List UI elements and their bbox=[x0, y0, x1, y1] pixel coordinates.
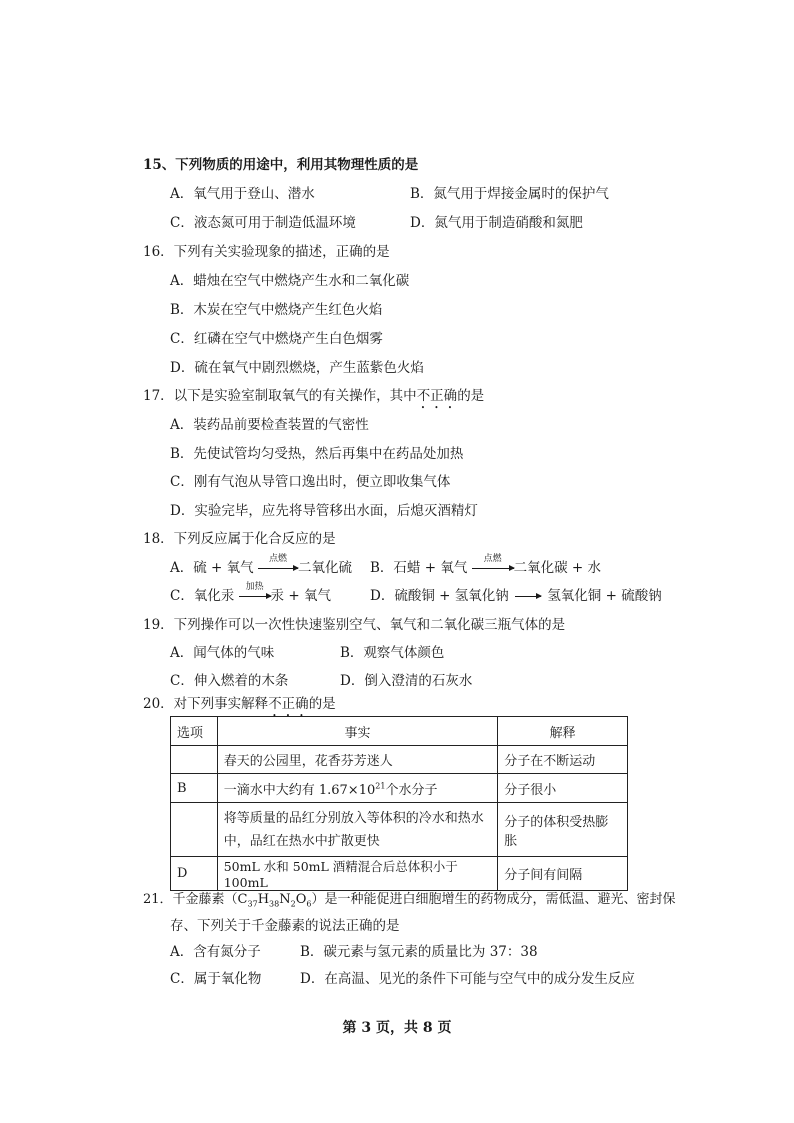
q18-c-reactants: C．氧化汞 bbox=[170, 588, 235, 604]
q18-b-condition: 点燃 bbox=[483, 554, 502, 564]
q15-option-a: A．氧气用于登山、潜水 bbox=[170, 186, 315, 202]
q19-option-b: B．观察气体颜色 bbox=[340, 645, 445, 661]
table-row bbox=[171, 857, 628, 891]
row-option bbox=[171, 746, 218, 774]
reaction-arrow-icon bbox=[472, 568, 514, 569]
q18-a-products: 二氧化硫 bbox=[297, 560, 352, 576]
page-footer: 第 3 页，共 8 页 bbox=[342, 1020, 452, 1036]
row-fact-pre: 一滴水中大约有 1.67×10 bbox=[223, 782, 376, 798]
q17-stem bbox=[143, 384, 484, 412]
q18-option-c bbox=[170, 584, 331, 604]
q18-c-arrow bbox=[239, 582, 271, 604]
q21-sub-o: 6 bbox=[306, 899, 312, 909]
q15-option-b: B．氮气用于焊接金属时的保护气 bbox=[410, 186, 609, 202]
q16-option-d: D．硫在氧气中剧烈燃烧，产生蓝紫色火焰 bbox=[170, 360, 424, 376]
q20-stem-pre: 20．对下列事实解释 bbox=[143, 696, 269, 712]
header-fact: 事实 bbox=[217, 717, 498, 746]
q21-stem-a: 21．千金藤素（C bbox=[143, 892, 248, 907]
q19-stem: 19．下列操作可以一次性快速鉴别空气、氧气和二氧化碳三瓶气体的是 bbox=[143, 617, 566, 633]
q18-d-products: 氢氧化铜 + 硫酸钠 bbox=[547, 588, 662, 604]
q21-stem-d: O bbox=[295, 892, 307, 907]
q17-stem-post: 的是 bbox=[457, 388, 485, 404]
q20-table bbox=[170, 716, 628, 891]
row-explanation: 分子很小 bbox=[498, 774, 628, 803]
q15-option-d: D．氮气用于制造硝酸和氮肥 bbox=[410, 215, 583, 231]
row-explanation: 分子在不断运动 bbox=[498, 746, 628, 774]
q17-option-d: D．实验完毕，应先将导管移出水面，后熄灭酒精灯 bbox=[170, 503, 478, 519]
q18-a-condition: 点燃 bbox=[268, 554, 287, 564]
q21-sub-h: 38 bbox=[269, 899, 280, 909]
q21-option-c: C．属于氧化物 bbox=[170, 971, 262, 987]
q18-b-arrow bbox=[472, 554, 514, 576]
row-fact: 50mL 水和 50mL 酒精混合后总体积小于 100mL bbox=[217, 857, 498, 891]
q17-stem-emphasis: 不正确 bbox=[416, 388, 458, 404]
reaction-arrow-icon bbox=[515, 596, 541, 597]
header-explanation: 解释 bbox=[498, 717, 628, 746]
q16-option-c: C．红磷在空气中燃烧产生白色烟雾 bbox=[170, 331, 383, 347]
q19-option-d: D．倒入澄清的石灰水 bbox=[340, 673, 473, 689]
row-fact-post: 个水分子 bbox=[385, 782, 438, 798]
q17-option-a: A．装药品前要检查装置的气密性 bbox=[170, 417, 369, 433]
q21-option-b: B．碳元素与氢元素的质量比为 37：38 bbox=[300, 944, 538, 960]
row-explanation: 分子间有间隔 bbox=[498, 857, 628, 891]
q17-stem-pre: 17．以下是实验室制取氧气的有关操作，其中 bbox=[143, 388, 417, 404]
reaction-arrow-icon bbox=[239, 596, 271, 597]
table-header-row bbox=[171, 717, 628, 746]
q21-option-d: D．在高温、见光的条件下可能与空气中的成分发生反应 bbox=[300, 971, 635, 987]
q16-option-b: B．木炭在空气中燃烧产生红色火焰 bbox=[170, 302, 383, 318]
table-row bbox=[171, 803, 628, 857]
q18-option-d bbox=[370, 584, 662, 604]
header-option: 选项 bbox=[171, 717, 218, 746]
row-fact: 将等质量的品红分别放入等体积的冷水和热水中，品红在热水中扩散更快 bbox=[217, 803, 498, 857]
q20-stem-emphasis: 不正确 bbox=[268, 696, 309, 712]
q21-sub-c: 37 bbox=[247, 899, 258, 909]
reaction-arrow-icon bbox=[258, 568, 298, 569]
row-option bbox=[171, 803, 218, 857]
q18-a-arrow bbox=[258, 554, 298, 576]
table-row bbox=[171, 774, 628, 803]
q17-option-c: C．刚有气泡从导管口逸出时，便立即收集气体 bbox=[170, 474, 451, 490]
q21-sub-n: 2 bbox=[290, 899, 296, 909]
q15-stem: 15、下列物质的用途中，利用其物理性质的是 bbox=[143, 157, 419, 173]
q21-stem-b: H bbox=[257, 892, 270, 907]
q18-a-reactants: A．硫 + 氧气 bbox=[170, 560, 254, 576]
q21-stem-line1 bbox=[143, 888, 675, 909]
row-fact: 春天的公园里，花香芬芳迷人 bbox=[217, 746, 498, 774]
q18-d-reactants: D．硫酸铜 + 氢氧化钠 bbox=[370, 588, 509, 604]
q15-option-c: C．液态氮可用于制造低温环境 bbox=[170, 215, 356, 231]
row-fact-exponent: 21 bbox=[375, 781, 386, 791]
table-row bbox=[171, 746, 628, 774]
row-option: D bbox=[171, 857, 218, 891]
q18-b-reactants: B．石蜡 + 氧气 bbox=[370, 560, 468, 576]
q18-c-products: 汞 + 氧气 bbox=[270, 588, 332, 604]
q21-option-a: A．含有氮分子 bbox=[170, 944, 261, 960]
q18-stem: 18．下列反应属于化合反应的是 bbox=[143, 531, 336, 547]
row-fact bbox=[217, 774, 498, 803]
q21-stem-line2: 存、下列关于千金藤素的说法正确的是 bbox=[170, 918, 400, 934]
q19-option-a: A．闻气体的气味 bbox=[170, 645, 275, 661]
q16-option-a: A．蜡烛在空气中燃烧产生水和二氧化碳 bbox=[170, 273, 410, 289]
q18-option-a bbox=[170, 556, 352, 576]
q21-stem-c: N bbox=[279, 892, 291, 907]
q21-stem-e: ）是一种能促进白细胞增生的药物成分，需低温、避光、密封保 bbox=[311, 892, 676, 907]
q18-c-condition: 加热 bbox=[245, 582, 264, 592]
q18-option-b bbox=[370, 556, 601, 576]
q20-stem-post: 的是 bbox=[308, 696, 336, 712]
row-explanation: 分子的体积受热膨胀 bbox=[498, 803, 628, 857]
q18-b-products: 二氧化碳 + 水 bbox=[513, 560, 602, 576]
q19-option-c: C．伸入燃着的木条 bbox=[170, 673, 289, 689]
row-option: B bbox=[171, 774, 218, 803]
q16-stem: 16．下列有关实验现象的描述，正确的是 bbox=[143, 244, 390, 260]
q17-option-b: B．先使试管均匀受热，然后再集中在药品处加热 bbox=[170, 446, 464, 462]
